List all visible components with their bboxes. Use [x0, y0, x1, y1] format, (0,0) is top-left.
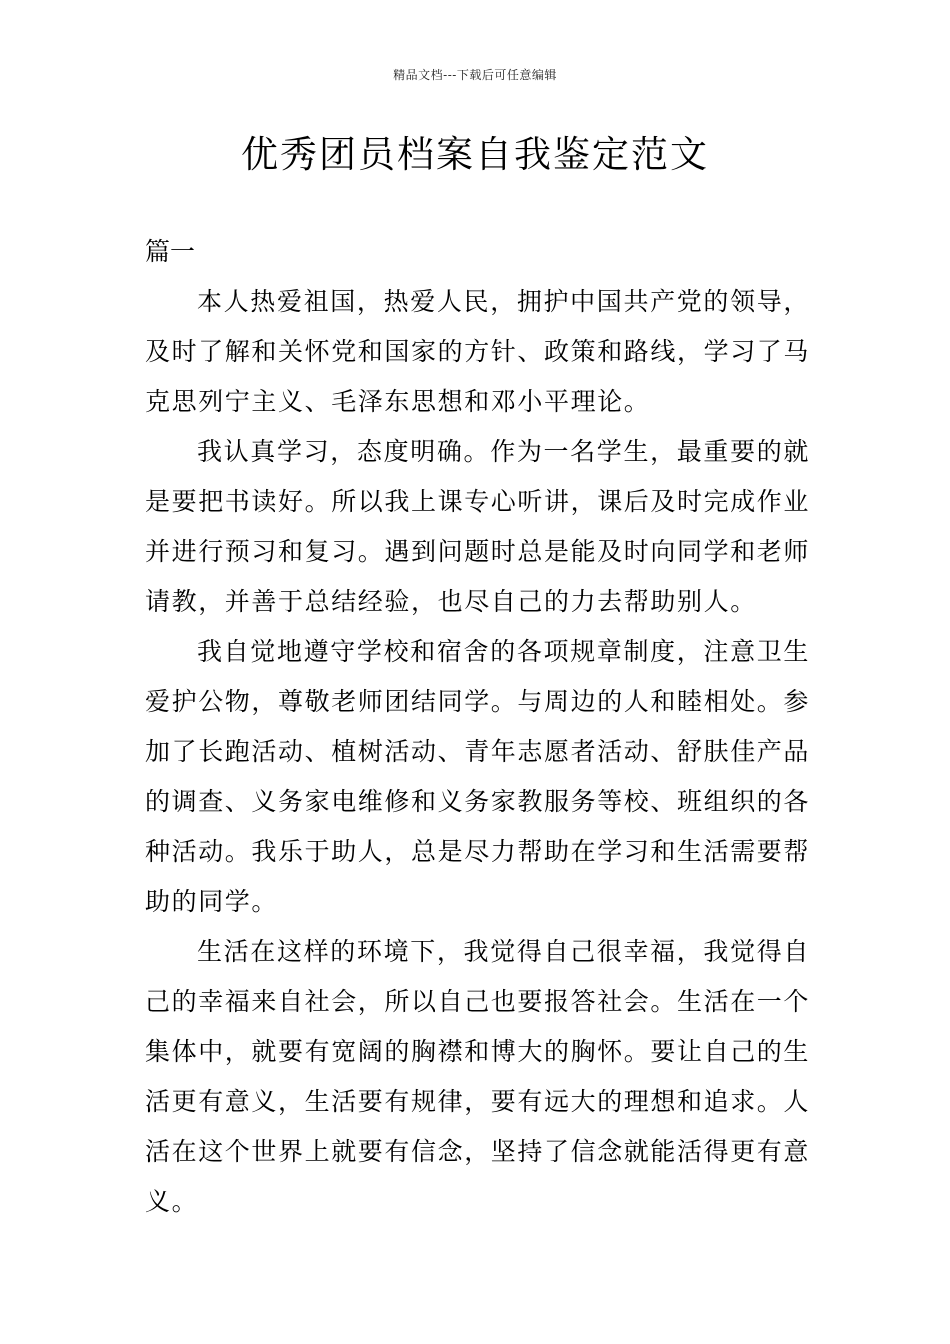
paragraph-1: 本人热爱祖国，热爱人民，拥护中国共产党的领导，及时了解和关怀党和国家的方针、政策和路线，学习了马克思列宁主义、毛泽东思想和邓小平理论。 — [145, 287, 811, 416]
document-title: 优秀团员档案自我鉴定范文 — [241, 133, 709, 176]
section-label: 篇一 — [145, 237, 196, 266]
header-note: 精品文档---下载后可任意编辑 — [393, 68, 557, 82]
document-body — [145, 277, 810, 1227]
paragraph-4: 生活在这样的环境下，我觉得自己很幸福，我觉得自己的幸福来自社会，所以自己也要报答社会。生活在一个集体中，就要有宽阔的胸襟和博大的胸怀。要让自己的生活更有意义，生活要有规律，要有远大的理想和追求。人活在这个世界上就要有信念，坚持了信念就能活得更有意义。 — [145, 937, 811, 1216]
paragraph-2: 我认真学习，态度明确。作为一名学生，最重要的就是要把书读好。所以我上课专心听讲，课后及时完成作业并进行预习和复习。遇到问题时总是能及时向同学和老师请教，并善于总结经验，也尽自己的力去帮助别人。 — [145, 437, 811, 616]
paragraph-3: 我自觉地遵守学校和宿舍的各项规章制度，注意卫生爱护公物，尊敬老师团结同学。与周边的人和睦相处。参加了长跑活动、植树活动、青年志愿者活动、舒肤佳产品的调查、义务家电维修和义务家教服务等校、班组织的各种活动。我乐于助人，总是尽力帮助在学习和生活需要帮助的同学。 — [145, 637, 811, 916]
